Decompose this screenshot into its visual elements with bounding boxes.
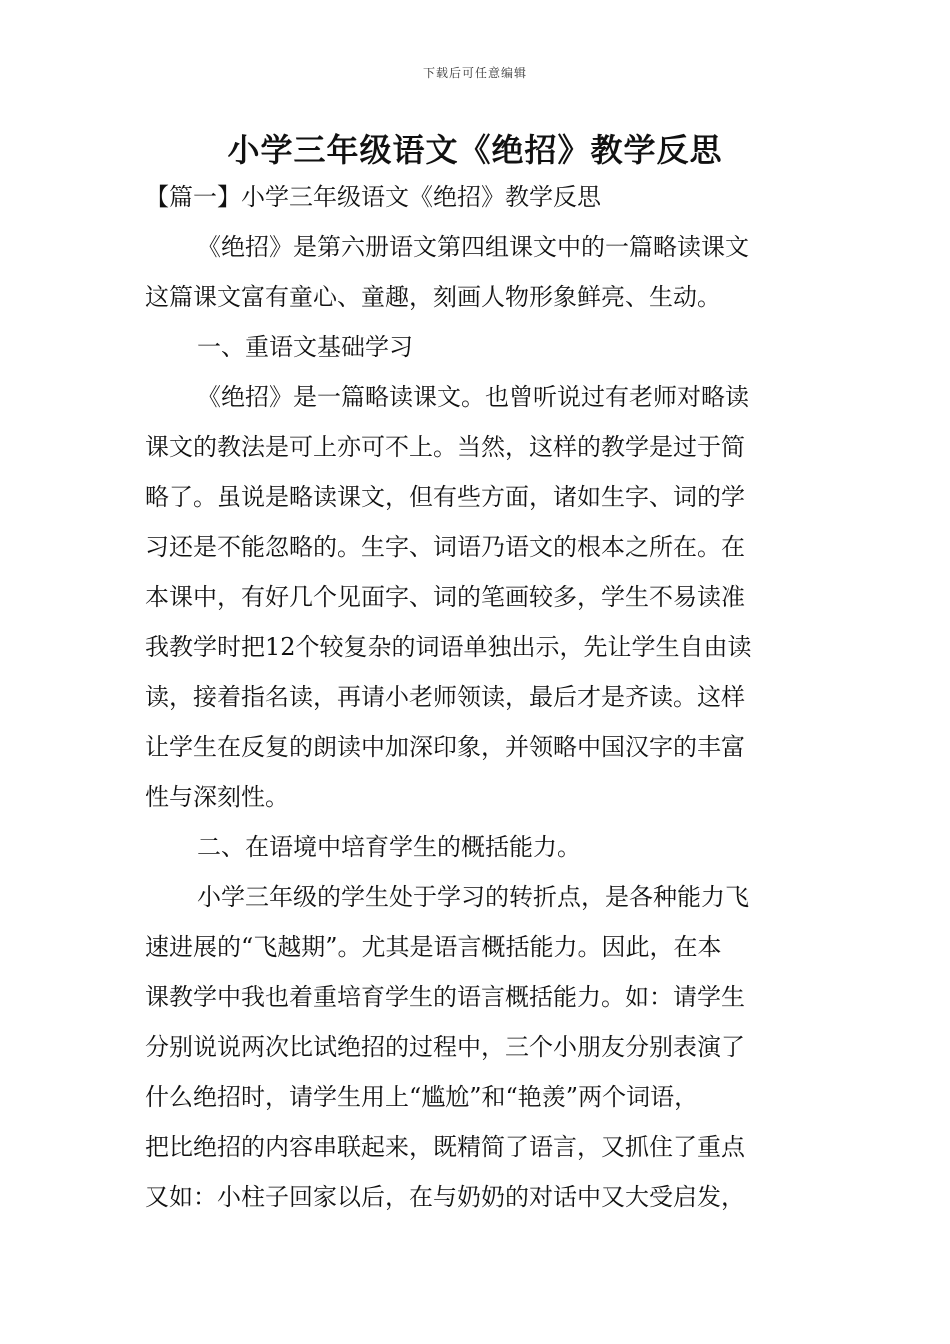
section-heading: 【篇一】小学三年级语文《绝招》教学反思: [145, 183, 601, 211]
paragraph-line: 性与深刻性。: [145, 783, 289, 811]
paragraph-line: 小学三年级的学生处于学习的转折点，是各种能力飞: [197, 883, 749, 911]
paragraph-line: 课文的教法是可上亦可不上。当然，这样的教学是过于简: [145, 433, 745, 461]
subheading: 二、在语境中培育学生的概括能力。: [197, 833, 581, 861]
paragraph-line: 课教学中我也着重培育学生的语言概括能力。如：请学生: [145, 983, 745, 1011]
paragraph-line: 把比绝招的内容串联起来，既精简了语言，又抓住了重点: [145, 1133, 745, 1161]
document-body: [145, 172, 810, 1222]
paragraph-line: 让学生在反复的朗读中加深印象，并领略中国汉字的丰富: [145, 733, 745, 761]
paragraph-line: 《绝招》是第六册语文第四组课文中的一篇略读课文: [197, 233, 749, 261]
subheading: 一、重语文基础学习: [197, 333, 413, 361]
paragraph-line: 习还是不能忽略的。生字、词语乃语文的根本之所在。在: [145, 533, 745, 561]
paragraph-line: 读，接着指名读，再请小老师领读，最后才是齐读。这样: [145, 683, 745, 711]
paragraph-line: 本课中，有好几个见面字、词的笔画较多，学生不易读准: [145, 583, 745, 611]
document-title: 小学三年级语文《绝招》教学反思: [227, 131, 723, 169]
paragraph-line: 速进展的“飞越期”。尤其是语言概括能力。因此，在本: [145, 933, 722, 961]
page-header-note: 下载后可任意编辑: [422, 66, 527, 80]
paragraph-line: 又如：小柱子回家以后，在与奶奶的对话中又大受启发，: [145, 1183, 745, 1211]
paragraph-line: 我教学时把12个较复杂的词语单独出示，先让学生自由读: [145, 633, 752, 661]
paragraph-line: 《绝招》是一篇略读课文。也曾听说过有老师对略读: [197, 383, 749, 411]
paragraph-line: 什么绝招时，请学生用上“尴尬”和“艳羡”两个词语，: [145, 1083, 699, 1111]
paragraph-line: 这篇课文富有童心、童趣，刻画人物形象鲜亮、生动。: [145, 283, 721, 311]
paragraph-line: 略了。虽说是略读课文，但有些方面，诸如生字、词的学: [145, 483, 745, 511]
paragraph-line: 分别说说两次比试绝招的过程中，三个小朋友分别表演了: [145, 1033, 745, 1061]
